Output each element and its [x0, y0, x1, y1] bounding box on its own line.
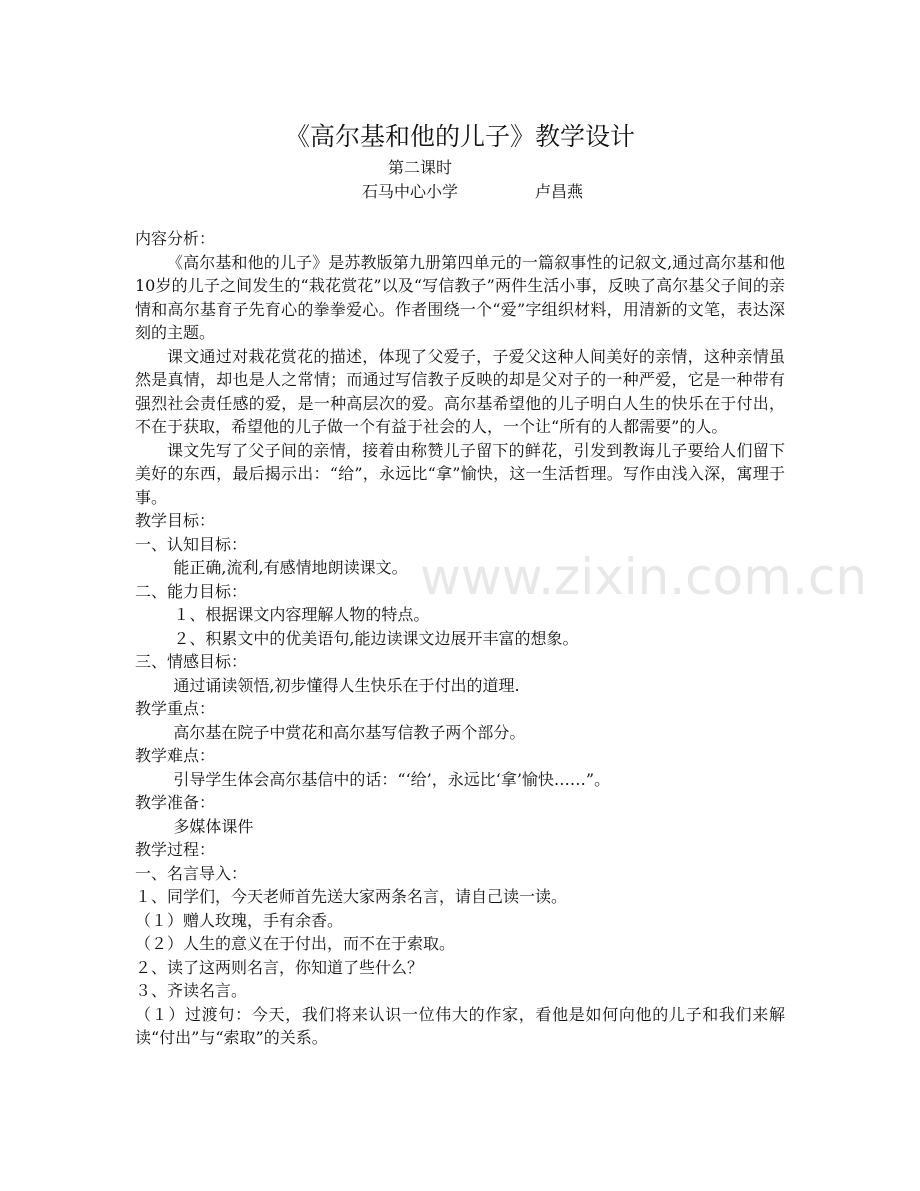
document-body — [135, 227, 868, 1050]
subheading-emotion: 三、情感目标： — [135, 652, 248, 671]
difficulty-text: 引导学生体会高尔基信中的话：“‘给’，永远比‘拿’愉快……”。 — [173, 769, 611, 789]
school-name: 石马中心小学 — [362, 182, 459, 201]
section-heading-goals: 教学目标： — [135, 511, 216, 530]
process-item: ２、读了这两则名言，你知道了些什么？ — [135, 957, 424, 977]
process-item: （１）过渡句：今天，我们将来认识一位伟大的作家，看他是如何向他的儿子和我们来解读“付出”与“索取”的关系。 — [135, 1004, 785, 1047]
process-item: （１）赠人玫瑰，手有余香。 — [135, 910, 344, 930]
paragraph: 课文先写了父子间的亲情，接着由称赞儿子留下的鲜花，引发到教诲儿子要给人们留下美好的东西，最后揭示出：“给”，永远比“拿”愉快，这一生活哲理。写作由浅入深，寓理于事。 — [135, 440, 785, 507]
section-heading-preparation: 教学准备： — [135, 793, 216, 812]
section-heading-process: 教学过程： — [135, 840, 216, 859]
subheading-step1: 一、名言导入： — [135, 863, 248, 883]
process-item: １、同学们，今天老师首先送大家两条名言，请自己读一读。 — [135, 887, 568, 906]
document-title: 《高尔基和他的儿子》教学设计 — [284, 122, 635, 151]
preparation-text: 多媒体课件 — [173, 816, 254, 836]
paragraph: 《高尔基和他的儿子》是苏教版第九册第四单元的一篇叙事性的记叙文,通过高尔基和他10岁的儿子之间发生的“栽花赏花”以及“写信教子”两件生活小事，反映了高尔基父子间的亲情和高尔基育子先育心的拳拳爱心。作者围绕一个“爱”字组织材料，用清新的文笔，表达深刻的主题。 — [135, 252, 785, 342]
author-name: 卢昌燕 — [535, 182, 584, 201]
paragraph: 课文通过对栽花赏花的描述，体现了父爱子，子爱父这种人间美好的亲情，这种亲情虽然是真情，却也是人之常情；而通过写信教子反映的却是父对子的一种严爱，它是一种带有强烈社会责任感的爱，是一种高层次的爱。高尔基希望他的儿子明白人生的快乐在于付出，不在于获取，希望他的儿子做一个有益于社会的人，一个让“所有的人都需要”的人。 — [135, 346, 785, 436]
key-point-text: 高尔基在院子中赏花和高尔基写信教子两个部分。 — [173, 722, 526, 742]
section-heading-content-analysis: 内容分析： — [135, 229, 216, 248]
subheading-cognitive: 一、认知目标： — [135, 534, 248, 554]
section-heading-key-point: 教学重点： — [135, 699, 216, 718]
subheading-ability: 二、能力目标： — [135, 581, 248, 601]
goal-text: 通过诵读领悟,初步懂得人生快乐在于付出的道理. — [173, 675, 520, 695]
section-heading-difficulty: 教学难点： — [135, 746, 216, 765]
goal-item: ２、积累文中的优美语句,能边读课文边展开丰富的想象。 — [173, 628, 579, 648]
process-item: ３、齐读名言。 — [135, 981, 248, 1000]
lesson-label: 第二课时 — [388, 158, 453, 177]
process-item: （２）人生的意义在于付出，而不在于索取。 — [135, 934, 456, 953]
goal-item: １、根据课文内容理解人物的特点。 — [173, 605, 430, 624]
watermark: www.zixin.com.cn — [420, 548, 868, 606]
goal-text: 能正确,流利,有感情地朗读课文。 — [173, 558, 408, 577]
